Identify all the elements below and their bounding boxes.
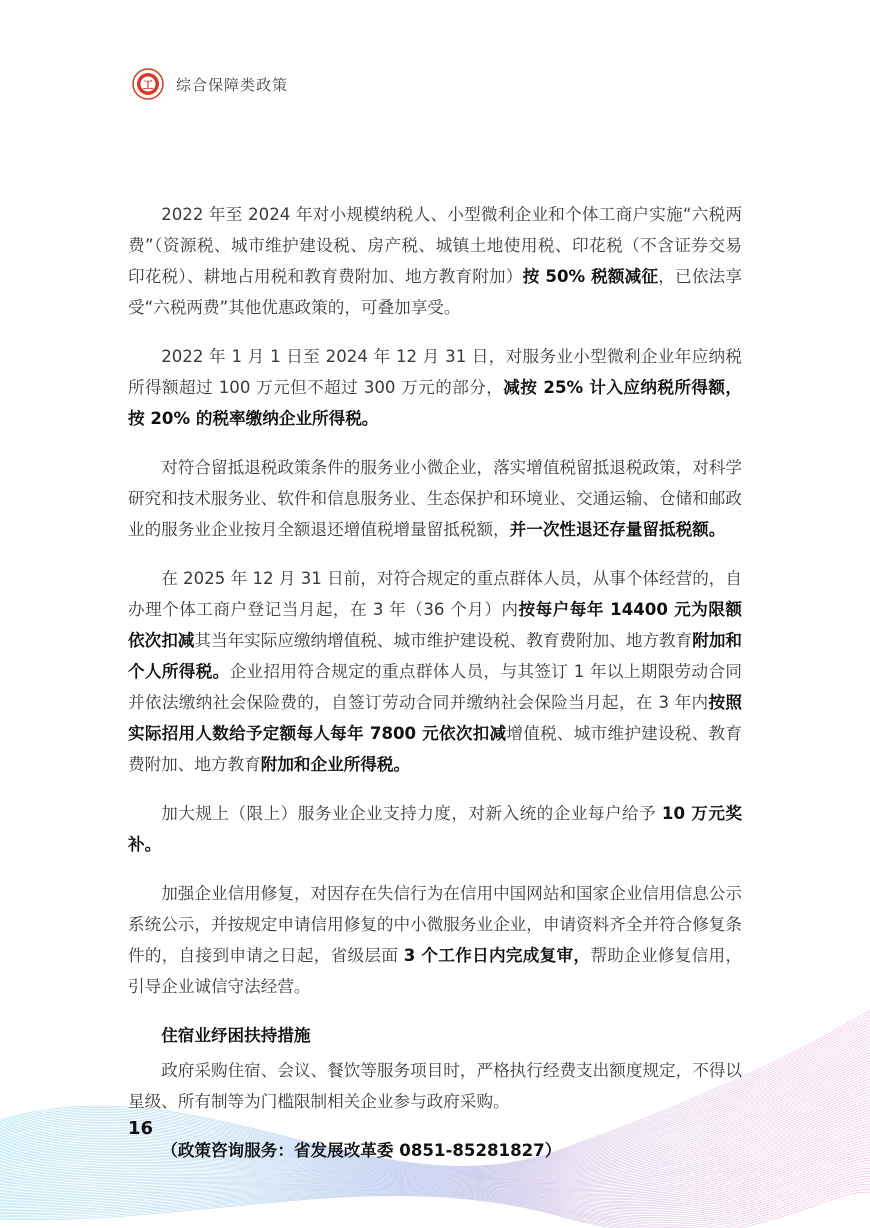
body-text: 企业招用符合规定的重点群体人员，与其签订 1 年以上期限劳动合同并依法缴纳社会保险费的，自签订劳动合同并缴纳社会保险当月起，在 3 年内 bbox=[128, 662, 743, 712]
emphasis-text: 10 万元奖补。 bbox=[128, 804, 742, 854]
consultation-contact: （政策咨询服务：省发展改革委 0851-85281827） bbox=[161, 1141, 562, 1160]
body-text: 帮助企业修复信用，引导企业诚信守法经营。 bbox=[128, 946, 743, 996]
policy-paragraph bbox=[128, 563, 742, 780]
body-text: 加强企业信用修复，对因存在失信行为在信用中国网站和国家企业信用信息公示系统公示，并按规定申请信用修复的中小微服务业企业，申请资料齐全并符合修复条件的，自接到申请之日起，省级层面 bbox=[128, 884, 742, 965]
emphasis-text: 3 个工作日内完成复审， bbox=[403, 946, 591, 965]
emphasis-text: 附加和企业所得税。 bbox=[260, 755, 411, 774]
body-text: 增值税、城市维护建设税、教育费附加、地方教育 bbox=[128, 724, 742, 774]
wave-line bbox=[0, 1187, 870, 1228]
body-text: 其当年实际应缴纳增值税、城市维护建设税、教育费附加、地方教育 bbox=[194, 631, 693, 650]
union-logo-icon bbox=[132, 68, 164, 100]
wave-line bbox=[0, 1174, 870, 1221]
wave-line bbox=[0, 1163, 870, 1214]
wave-line bbox=[0, 1179, 870, 1224]
policy-paragraph bbox=[128, 341, 742, 434]
header-title: 综合保障类政策 bbox=[176, 75, 289, 94]
page-number: 16 bbox=[128, 1118, 154, 1139]
wave-line bbox=[0, 1160, 870, 1212]
body-text: 加大规上（限上）服务业企业支持力度，对新入统的企业每户给予 bbox=[161, 804, 662, 823]
wave-line bbox=[0, 1171, 870, 1219]
svg-text:工: 工 bbox=[142, 78, 154, 92]
wave-line bbox=[0, 1182, 870, 1227]
policy-paragraph bbox=[128, 878, 742, 1002]
emphasis-text: 减按 25% 计入应纳税所得额，按 20% 的税率缴纳企业所得税。 bbox=[128, 378, 742, 428]
page-header bbox=[132, 66, 288, 102]
emphasis-text: 按 50% 税额减征 bbox=[522, 267, 659, 286]
wave-line bbox=[0, 1176, 870, 1222]
body-text: 在 2025 年 12 月 31 日前，对符合规定的重点群体人员，从事个体经营的，自办理个体工商户登记当月起，在 3 年（36 个月）内 bbox=[128, 569, 742, 619]
body-text: 2022 年 1 月 1 日至 2024 年 12 月 31 日，对服务业小型微利企业年应纳税所得额超过 100 万元但不超过 300 万元的部分， bbox=[128, 347, 742, 397]
policy-content bbox=[128, 199, 742, 1166]
policy-paragraphs bbox=[128, 199, 742, 1002]
policy-paragraph bbox=[128, 199, 742, 323]
emphasis-text: 按照实际招用人数给予定额每人每年 7800 元依次扣减 bbox=[128, 693, 743, 743]
emphasis-text: 附加和个人所得税。 bbox=[128, 631, 743, 681]
body-text: 对符合留抵退税政策条件的服务业小微企业，落实增值税留抵退税政策，对科学研究和技术服务业、软件和信息服务业、生态保护和环境业、交通运输、仓储和邮政业的服务业企业按月全额退还增值税增量留抵税额， bbox=[128, 458, 742, 539]
body-text: ，已依法享受“六税两费”其他优惠政策的，可叠加享受。 bbox=[128, 267, 742, 317]
section-paragraph: 政府采购住宿、会议、餐饮等服务项目时，严格执行经费支出额度规定，不得以星级、所有制等为门槛限制相关企业参与政府采购。 bbox=[128, 1061, 742, 1111]
wave-line bbox=[0, 1168, 870, 1217]
wave-line bbox=[0, 1166, 870, 1216]
body-text: 2022 年至 2024 年对小规模纳税人、小型微利企业和个体工商户实施“六税两费”（资源税、城市维护建设税、房产税、城镇土地使用税、印花税（不含证券交易印花税）、耕地占用税和教育费附加、地方教育附加） bbox=[128, 205, 742, 286]
policy-paragraph bbox=[128, 452, 742, 545]
policy-paragraph bbox=[128, 798, 742, 860]
wave-line bbox=[0, 1184, 870, 1228]
wave-line bbox=[0, 1189, 870, 1228]
emphasis-text: 按每户每年 14400 元为限额依次扣减 bbox=[128, 600, 742, 650]
wave-line bbox=[0, 1192, 870, 1228]
emphasis-text: 并一次性退还存量留抵税额。 bbox=[509, 520, 726, 539]
section-heading: 住宿业纾困扶持措施 bbox=[161, 1026, 311, 1045]
